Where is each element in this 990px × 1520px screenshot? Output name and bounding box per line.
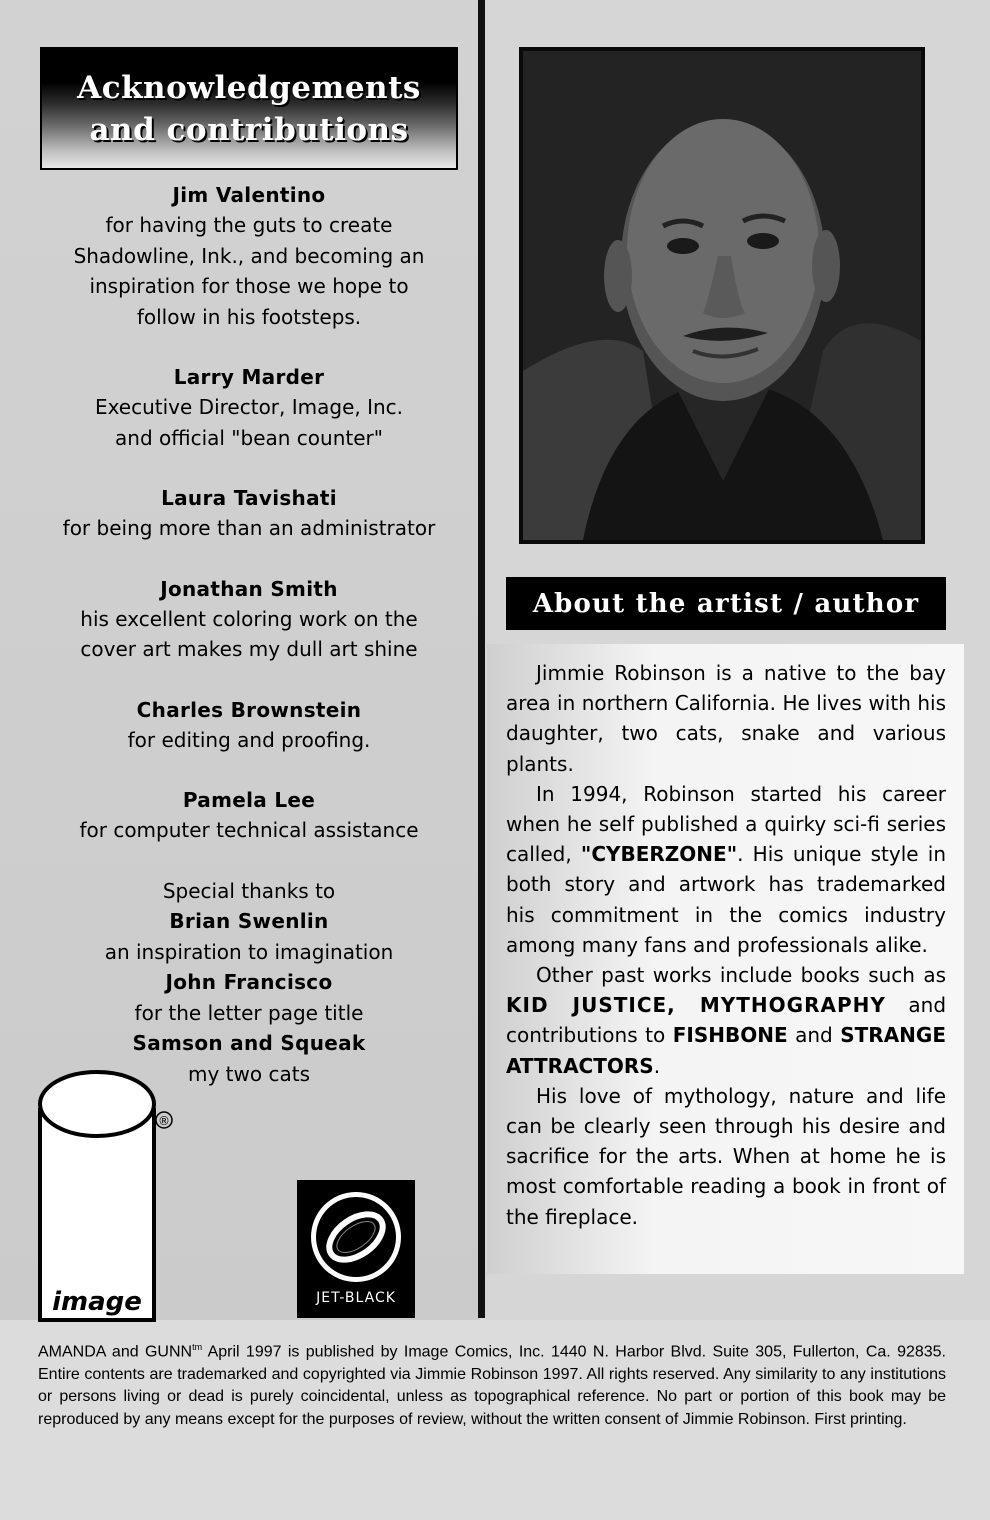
acknowledgements-title-line1: Acknowledgements: [77, 69, 421, 106]
footer-title: AMANDA and GUNN: [38, 1343, 193, 1361]
special-thanks-intro: Special thanks to: [162, 878, 336, 903]
ack-desc-line: Shadowline, Ink., and becoming an: [73, 243, 425, 268]
bio-title-cyberzone: "CYBERZONE": [580, 842, 738, 867]
ack-entry: [40, 574, 458, 665]
bio-text: and contributions to: [506, 993, 947, 1048]
bio-title-fishbone: FISHBONE: [672, 1023, 788, 1048]
ack-desc-line: for having the guts to create: [105, 213, 393, 237]
bio-text: and: [787, 1023, 841, 1048]
bio-text: .: [653, 1053, 661, 1078]
ack-entry: [40, 785, 458, 846]
ack-desc-line: and official "bean counter": [115, 425, 383, 450]
acknowledgements-header: [40, 47, 458, 170]
bio-paragraph: His love of mythology, nature and life can be clearly seen through his desire and sacrifice for the arts. When at home he is most comfortable reading a book in front of the fireplace.: [506, 1083, 946, 1229]
ack-entry: [40, 362, 458, 453]
ack-desc-line: an inspiration to imagination: [104, 939, 394, 964]
ack-name: John Francisco: [165, 970, 333, 994]
ack-name: Larry Marder: [173, 365, 325, 389]
bio-paragraph: [506, 779, 946, 960]
ack-name: Samson and Squeak: [132, 1031, 366, 1055]
image-logo-icon: [36, 1068, 176, 1324]
jet-black-ring-icon: [307, 1188, 405, 1286]
ack-name: Jim Valentino: [172, 183, 326, 207]
bio-text: Other past works include books such as: [536, 963, 946, 988]
ack-desc-line: inspiration for those we hope to: [89, 274, 409, 298]
ack-entry: [40, 483, 458, 544]
bio-text: . His unique style in both story and artwork has trademarked his commitment in the comics industry among many fans and professionals alike.: [506, 842, 946, 957]
ack-name: Jonathan Smith: [160, 576, 338, 601]
special-thanks: [40, 876, 458, 1090]
ack-desc-line: Executive Director, Image, Inc.: [94, 395, 404, 419]
jet-black-label: JET-BLACK: [316, 1290, 396, 1306]
ack-desc-line: cover art makes my dull art shine: [80, 637, 418, 661]
ack-name: Brian Swenlin: [169, 909, 329, 933]
ack-desc-line: my two cats: [188, 1061, 310, 1086]
ack-desc-line: for editing and proofing.: [127, 727, 371, 752]
ack-name: Pamela Lee: [182, 788, 316, 812]
image-comics-logo: [36, 1068, 176, 1324]
ack-desc-line: for the letter page title: [134, 1000, 364, 1025]
bio-title-strange: STRANGE ATTRACTORS: [506, 1023, 946, 1078]
author-portrait-illustration: [523, 51, 921, 540]
author-bio: [506, 658, 946, 1232]
ack-name: Laura Tavishati: [161, 486, 337, 510]
image-logo-label: image: [52, 1287, 142, 1317]
bio-paragraph: Jimmie Robinson is a native to the bay area in northern California. He lives with his daughter, two cats, snake and various plants.: [506, 661, 946, 776]
bio-text: In 1994, Robinson started his career when he self published a quirky sci-fi series called,: [506, 781, 946, 867]
acknowledgements-title-line2: and contributions: [89, 111, 409, 148]
ack-entry: [40, 180, 458, 332]
ack-desc-line: follow in his footsteps.: [136, 304, 362, 329]
ack-desc-line: his excellent coloring work on the: [80, 606, 418, 631]
footer-tm: tm: [192, 1342, 203, 1352]
jet-black-logo: [297, 1180, 415, 1318]
footer-text: April 1997 is published by Image Comics, Inc. 1440 N. Harbor Blvd. Suite 305, Fullerton, Ca. 92835. Entire contents are trademarked and copyrighted via Jimmie Robinson 1997. All rights reserved. Any similarity to any institutions or persons living or dead is purely coincidental, unless as topographical reference. No part or portion of this book may be reproduced by any means except for the purposes of review, without the written consent of Jimmie Robinson. First printing.: [38, 1343, 947, 1428]
ack-entry: [40, 695, 458, 756]
ack-name: Charles Brownstein: [136, 697, 362, 722]
column-divider: [478, 0, 485, 1318]
ack-desc-line: for being more than an administrator: [62, 516, 436, 540]
registered-mark: ®: [158, 1114, 170, 1128]
bio-paragraph: [506, 960, 946, 1081]
legal-footer: [38, 1336, 946, 1431]
bio-titles: KID JUSTICE, MYTHOGRAPHY: [506, 993, 886, 1018]
acknowledgements-list: [40, 180, 458, 1119]
about-header: About the artist / author: [506, 577, 946, 630]
author-photo: [519, 47, 925, 544]
ack-desc-line: for computer technical assistance: [79, 818, 419, 842]
